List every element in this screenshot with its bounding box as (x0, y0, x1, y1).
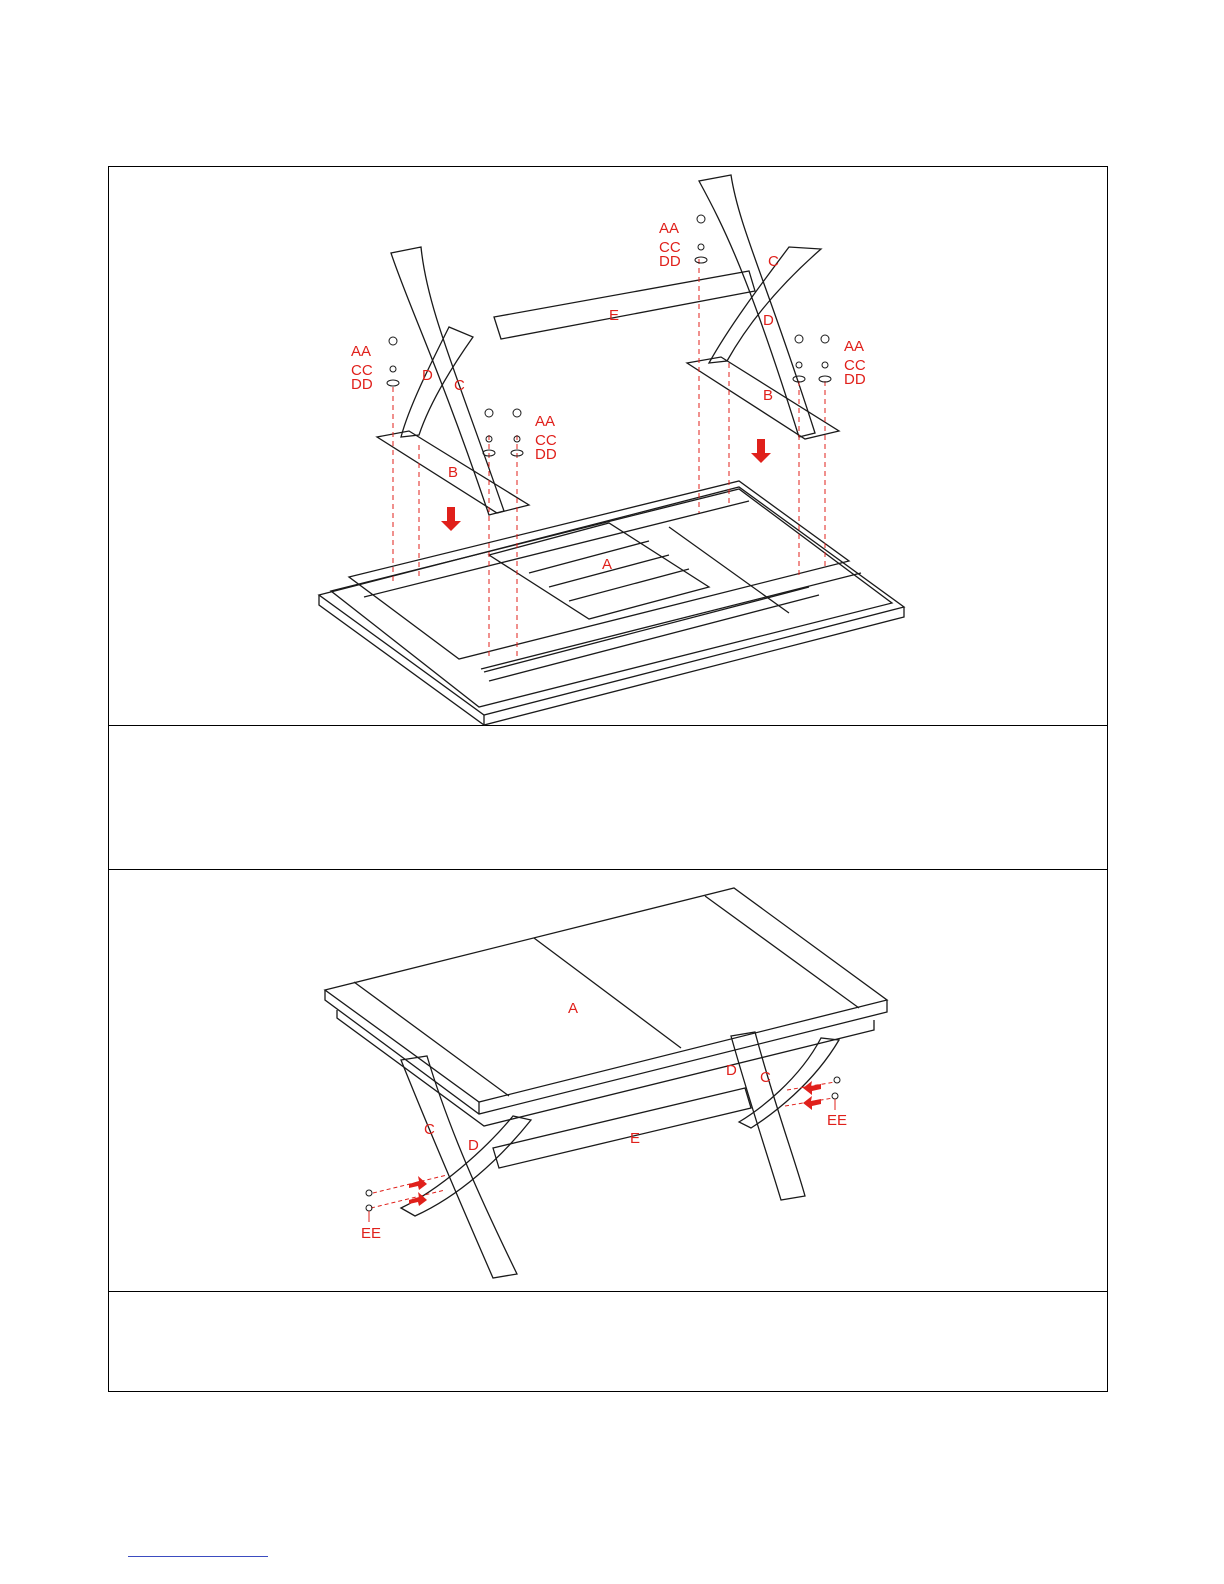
label-leg-d-right: D (726, 1062, 737, 1079)
label-hw-left-mid-cc: CC (535, 432, 557, 449)
cap-guides (371, 1082, 835, 1208)
label-leg-d-right: D (763, 312, 774, 329)
label-leg-d-left: D (468, 1137, 479, 1154)
arrow-cap-left-1 (409, 1176, 427, 1190)
label-hw-left-top-aa: AA (351, 343, 372, 360)
stretcher-e (493, 1088, 751, 1168)
leg-c-right (699, 175, 815, 437)
label-tabletop-a: A (568, 1000, 579, 1017)
label-cap-left: EE (361, 1225, 382, 1242)
label-cleat-b-left: B (448, 464, 459, 481)
label-hw-right-top-dd: DD (659, 253, 681, 270)
label-tabletop-a: A (602, 556, 613, 573)
stretcher-e (494, 271, 755, 339)
label-hw-right-mid-dd: DD (844, 371, 866, 388)
step-1-diagram (109, 167, 1109, 727)
arrow-cap-left-2 (409, 1192, 427, 1206)
label-leg-c-right: C (760, 1069, 771, 1086)
label-leg-c-right: C (768, 253, 779, 270)
step-2-illustration-panel (108, 870, 1108, 1292)
label-leg-d-left: D (422, 367, 433, 384)
step-1-instruction-box (108, 726, 1108, 870)
label-cap-right: EE (827, 1112, 848, 1129)
step-2-diagram (109, 870, 1109, 1292)
label-stretcher-e: E (630, 1130, 641, 1147)
step-2-instruction-box (108, 1292, 1108, 1392)
leg-d-right (709, 247, 821, 363)
label-stretcher-e: E (609, 307, 620, 324)
label-hw-left-mid-dd: DD (535, 446, 557, 463)
arrow-cap-right-2 (803, 1096, 821, 1110)
label-hw-left-mid-aa: AA (535, 413, 556, 430)
arrow-down-right (751, 439, 771, 463)
label-leg-c-left: C (454, 377, 465, 394)
arrow-down-left (441, 507, 461, 531)
label-cleat-b-right: B (763, 387, 774, 404)
hardware-markers (387, 215, 831, 456)
label-hw-right-top-cc: CC (659, 239, 681, 256)
label-hw-left-top-cc: CC (351, 362, 373, 379)
label-hw-right-top-aa: AA (659, 220, 680, 237)
label-hw-right-mid-aa: AA (844, 338, 865, 355)
step-1-illustration-panel (108, 166, 1108, 726)
footer-link-underline (128, 1556, 268, 1557)
ee-caps (366, 1077, 840, 1222)
tabletop-surface (325, 888, 887, 1102)
label-hw-left-top-dd: DD (351, 376, 373, 393)
label-leg-c-left: C (424, 1121, 435, 1138)
label-hw-right-mid-cc: CC (844, 357, 866, 374)
